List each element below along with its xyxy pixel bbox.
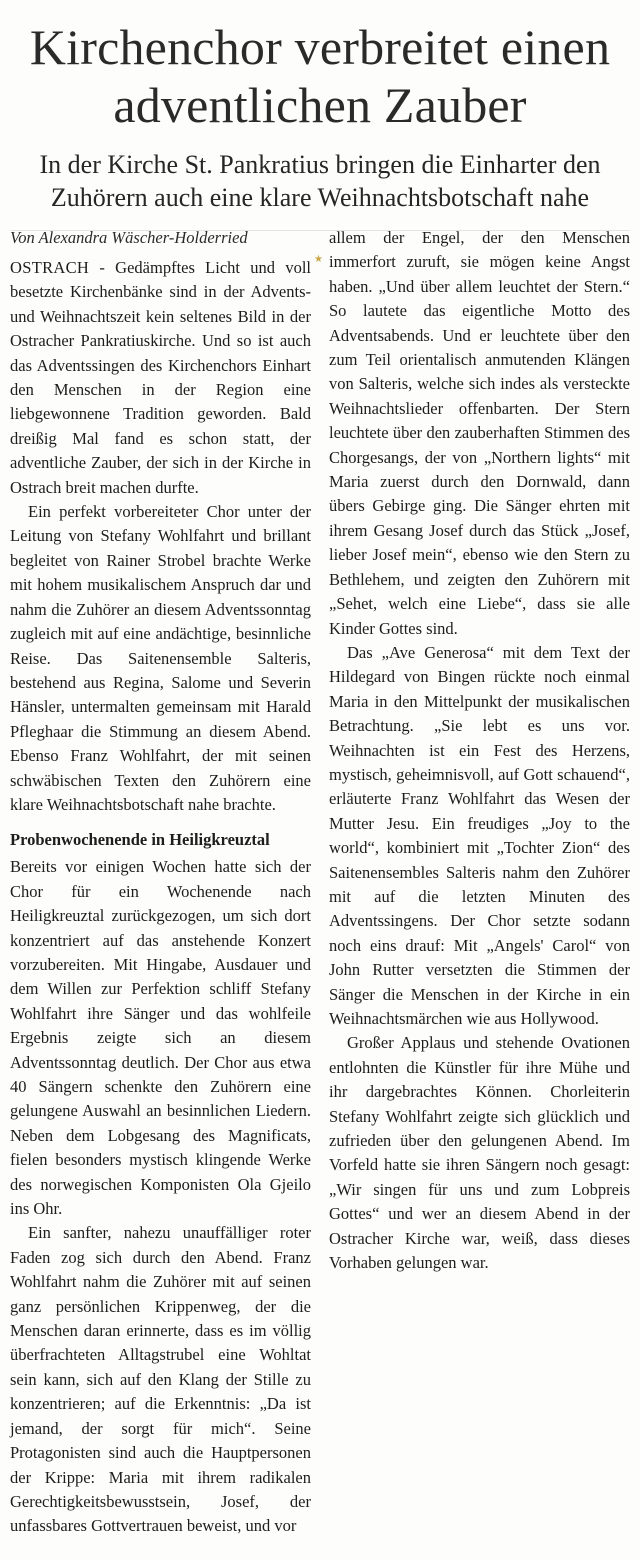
dateline: OSTRACH [10, 258, 90, 277]
headline: Kirchenchor verbreitet einen adventlichen Zauber [29, 19, 611, 133]
divider [10, 230, 630, 231]
byline: Von Alexandra Wäscher-Holderried [10, 228, 248, 247]
paragraph-6: Großer Applaus und stehende Ovationen entlohnten die Künstler für ihre Mühe und ihr dargebrachtes Können. Chorleiterin Stefany Wohlfahrt zeigte sich glücklich und zufrieden über den gelungenen Abend. Im Vorfeld hatte sie ihren Sängern noch gesagt: „Wir singen für uns und zum Lobpreis Gottes“ und wer an diesem Abend in der Ostracher Kirche war, weiß, dass dieses Vorhaben gelungen war. [329, 1033, 630, 1273]
paragraph-2: Ein perfekt vorbereiteter Chor unter der Leitung von Stefany Wohlfahrt und brillant begleitet von Rainer Strobel brachte Werke mit hohem musikalischem Anspruch dar und nahm die Zuhörer an diesem Adventssonntag zugleich mit auf eine andächtige, besinnliche Reise. Das Saitenensemble Salteris, bestehend aus Regina, Salome und Severin Hänsler, untermalten gemeinsam mit Harald Pfleghaar die Stimmung an diesem Abend. Ebenso Franz Wohlfahrt, der mit seinen schwäbischen Texten den Zuhörern eine klare Weihnachtsbotschaft nahe brachte. [10, 502, 311, 814]
paragraph-5: Das „Ave Generosa“ mit dem Text der Hildegard von Bingen rückte noch einmal Maria in den Mittelpunkt der musikalischen Betrachtung. „Sie lebt es uns vor. Weihnachten ist ein Fest des Herzens, mystisch, geheimnisvoll, auf Gott schauend“, erläuterte Franz Wohlfahrt das Wesen der Mutter Jesu. Ein freudiges „Joy to the world“, kombiniert mit „Tochter Zion“ des Saitenensembles Salteris nahm den Zuhörer mit auf die letzten Minuten des Adventssingens. Der Chor setzte sodann noch eins drauf: Mit „Angels' Carol“ von John Rutter versetzten die Stimmen der Sänger die Menschen in der Kirche in ein Weihnachtsmärchen wie aus Hollywood. [329, 642, 630, 1028]
paragraph-4: Ein sanfter, nahezu unauffälliger roter Faden zog sich durch den Abend. Franz Wohlfahrt nahm die Zuhörer mit auf seinen ganz persönlichen Krippenweg, der die Menschen daran erinnerte, dass es im völlig überfrachteten Alltagstrubel eine Wohltat sein kann, sich auf den Klang der Stille zu konzentrieren; auf die Erkenntnis: „Da ist jemand, der sorgt für mich“. Seine Protagonisten sind auch die Hauptpersonen der Krippe: Maria mit ihrem radikalen Gerechtigkeitsbewusstsein, Josef, der unfassbares Gottvertrauen beweist, und vor [10, 1223, 311, 1536]
article-body [10, 226, 630, 1539]
column-right [329, 226, 630, 1539]
paragraph-1 [10, 256, 311, 500]
column-left [10, 226, 311, 1539]
section-subhead: Probenwochenende in Heiligkreuztal [10, 830, 270, 850]
star-ornament-icon: ★ [314, 254, 323, 265]
subheadline: In der Kirche St. Pankratius bringen die Einharter den Zuhörern auch eine klare Weihnachtsbotschaft nahe [39, 150, 601, 212]
paragraph-3: Bereits vor einigen Wochen hatte sich der Chor für ein Wochenende nach Heiligkreuztal zurückgezogen, um sich dort konzentriert auf das anstehende Konzert vorzubereiten. Mit Hingabe, Ausdauer und dem Willen zur Perfektion schliff Stefany Wohlfahrt ihre Sänger und das wohlfeile Ergebnis zeigte sich an diesem Adventssonntag deutlich. Der Chor aus etwa 40 Sängern schenkte den Zuhörern eine gelungene Auswahl an besinnlichen Liedern. Neben dem Lobgesang des Magnificats, fielen besonders mystisch klingende Werke des norwegischen Komponisten Ola Gjeilo ins Ohr. [10, 857, 311, 1219]
paragraph-1-text: - Gedämpftes Licht und voll besetzte Kirchenbänke sind in der Advents- und Weihnachtszeit kein seltenes Bild in der Ostracher Pankratiuskirche. Und so ist auch das Adventssingen des Kirchenchors Einhart den Menschen in der Region eine liebgewonnene Tradition geworden. Bald dreißig Mal fand es schon statt, der adventliche Zauber, der sich in der Kirche in Ostrach breit machen durfte. [10, 258, 311, 497]
paragraph-4-continued: allem der Engel, der den Menschen immerfort zuruft, sie mögen keine Angst haben. „Und über allem leuchtet der Stern.“ So lautete das eigentliche Motto des Adventsabends. Und er leuchtete über den zum Teil orientalisch anmutenden Klängen von Salteris, welche sich indes als versteckte Weihnachtslieder offenbarten. Der Stern leuchtete über den zauberhaften Stimmen des Chorgesangs, der von „Northern lights“ mit Maria zuerst durch den Dornwald, dann übers Gebirge ging. Die Sänger ehrten mit ihrem Gesang Josef durch das Stück „Josef, lieber Josef mein“, ebenso wie den Stern zu Bethlehem, und zeigten den Zuhörern mit „Sehet, welch eine Liebe“, dass sie alle Kinder Gottes sind. [329, 228, 630, 638]
